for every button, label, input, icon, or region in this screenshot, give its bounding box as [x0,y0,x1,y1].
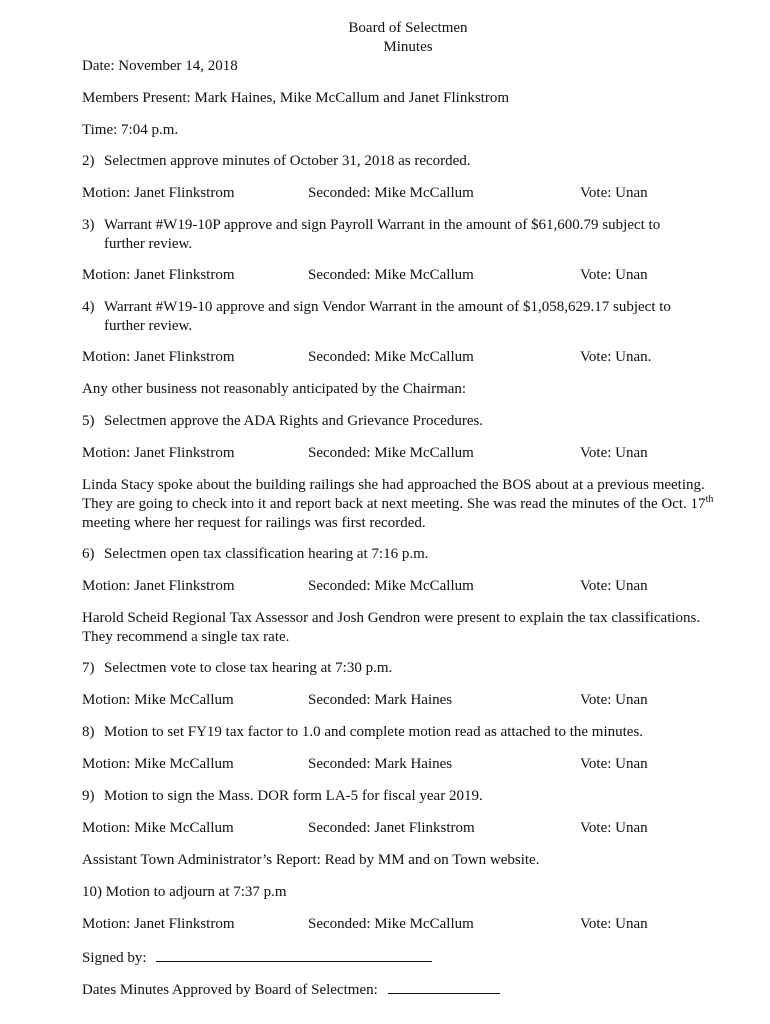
assistant-administrator-report: Assistant Town Administrator’s Report: Read by MM and on Town website. [82,852,540,868]
paragraph-text: meeting where her request for railings was first recorded. [82,515,426,531]
vote-result: Vote: Unan [580,445,648,461]
document-title: Board of Selectmen [348,20,468,36]
item-number: 6) [82,546,95,562]
motion-by: Motion: Janet Flinkstrom [82,578,235,594]
seconded-by: Seconded: Mike McCallum [308,916,474,932]
members-present: Members Present: Mark Haines, Mike McCallum and Janet Flinkstrom [82,90,510,106]
motion-row [82,915,682,934]
item-text: Selectmen open tax classification hearing at 7:16 p.m. [104,546,429,562]
vote-result: Vote: Unan [580,820,648,836]
motion-by: Motion: Janet Flinkstrom [82,916,235,932]
paragraph-text: Linda Stacy spoke about the building railings she had approached the BOS about at a previous meeting. They are going to check into it and report back at next meeting. She was read the minutes of the Oct. 17 [82,477,706,512]
motion-by: Motion: Janet Flinkstrom [82,349,235,365]
seconded-by: Seconded: Mike McCallum [308,578,474,594]
item-number: 5) [82,413,95,429]
motion-row [82,444,682,463]
motion-by: Motion: Janet Flinkstrom [82,267,235,283]
approval-date-line [82,979,500,1000]
dates-approved-label: Dates Minutes Approved by Board of Selectmen: [82,982,378,998]
seconded-by: Seconded: Mike McCallum [308,185,474,201]
meeting-date: Date: November 14, 2018 [82,58,238,74]
seconded-by: Seconded: Mike McCallum [308,267,474,283]
motion-row [82,691,682,710]
item-text: Selectmen approve the ADA Rights and Grievance Procedures. [104,413,484,429]
item-text: Motion to sign the Mass. DOR form LA-5 for fiscal year 2019. [104,788,483,804]
motion-by: Motion: Mike McCallum [82,756,234,772]
item-number: 9) [82,788,95,804]
item-number: 10) [82,884,102,900]
vote-result: Vote: Unan [580,267,648,283]
motion-row [82,755,682,774]
motion-row [82,819,682,838]
seconded-by: Seconded: Janet Flinkstrom [308,820,475,836]
item-text: Selectmen vote to close tax hearing at 7:30 p.m. [104,660,393,676]
signature-line [82,947,432,968]
motion-by: Motion: Mike McCallum [82,692,234,708]
seconded-by: Seconded: Mark Haines [308,692,453,708]
signed-by-label: Signed by: [82,950,147,966]
motion-row [82,348,682,367]
vote-result: Vote: Unan. [580,349,652,365]
signature-blank[interactable] [156,947,432,962]
item-text: Motion to set FY19 tax factor to 1.0 and complete motion read as attached to the minutes. [104,724,644,740]
item-text: Motion to adjourn at 7:37 p.m [105,884,287,900]
seconded-by: Seconded: Mark Haines [308,756,453,772]
vote-result: Vote: Unan [580,916,648,932]
meeting-time: Time: 7:04 p.m. [82,122,179,138]
superscript: th [705,494,714,505]
motion-row [82,266,682,285]
motion-by: Motion: Mike McCallum [82,820,234,836]
vote-result: Vote: Unan [580,185,648,201]
item-text: Warrant #W19-10P approve and sign Payroll Warrant in the amount of $61,600.79 subject to further review. [104,217,661,252]
vote-result: Vote: Unan [580,756,648,772]
approval-date-blank[interactable] [388,979,500,994]
item-text: Selectmen approve minutes of October 31, 2018 as recorded. [104,153,471,169]
seconded-by: Seconded: Mike McCallum [308,349,474,365]
item-number: 8) [82,724,95,740]
item-number: 2) [82,153,95,169]
document-subtitle: Minutes [383,39,433,55]
vote-result: Vote: Unan [580,578,648,594]
seconded-by: Seconded: Mike McCallum [308,445,474,461]
linda-stacy-paragraph [82,476,727,533]
motion-by: Motion: Janet Flinkstrom [82,185,235,201]
item-number: 3) [82,217,95,233]
motion-row [82,577,682,596]
harold-scheid-paragraph: Harold Scheid Regional Tax Assessor and Josh Gendron were present to explain the tax classifications. They recommend a single tax rate. [82,610,701,645]
other-business-heading: Any other business not reasonably anticipated by the Chairman: [82,381,467,397]
agenda-item [82,883,287,902]
item-text: Warrant #W19-10 approve and sign Vendor Warrant in the amount of $1,058,629.17 subject to further review. [104,299,671,334]
motion-by: Motion: Janet Flinkstrom [82,445,235,461]
motion-row [82,184,682,203]
item-number: 7) [82,660,95,676]
item-number: 4) [82,299,95,315]
vote-result: Vote: Unan [580,692,648,708]
